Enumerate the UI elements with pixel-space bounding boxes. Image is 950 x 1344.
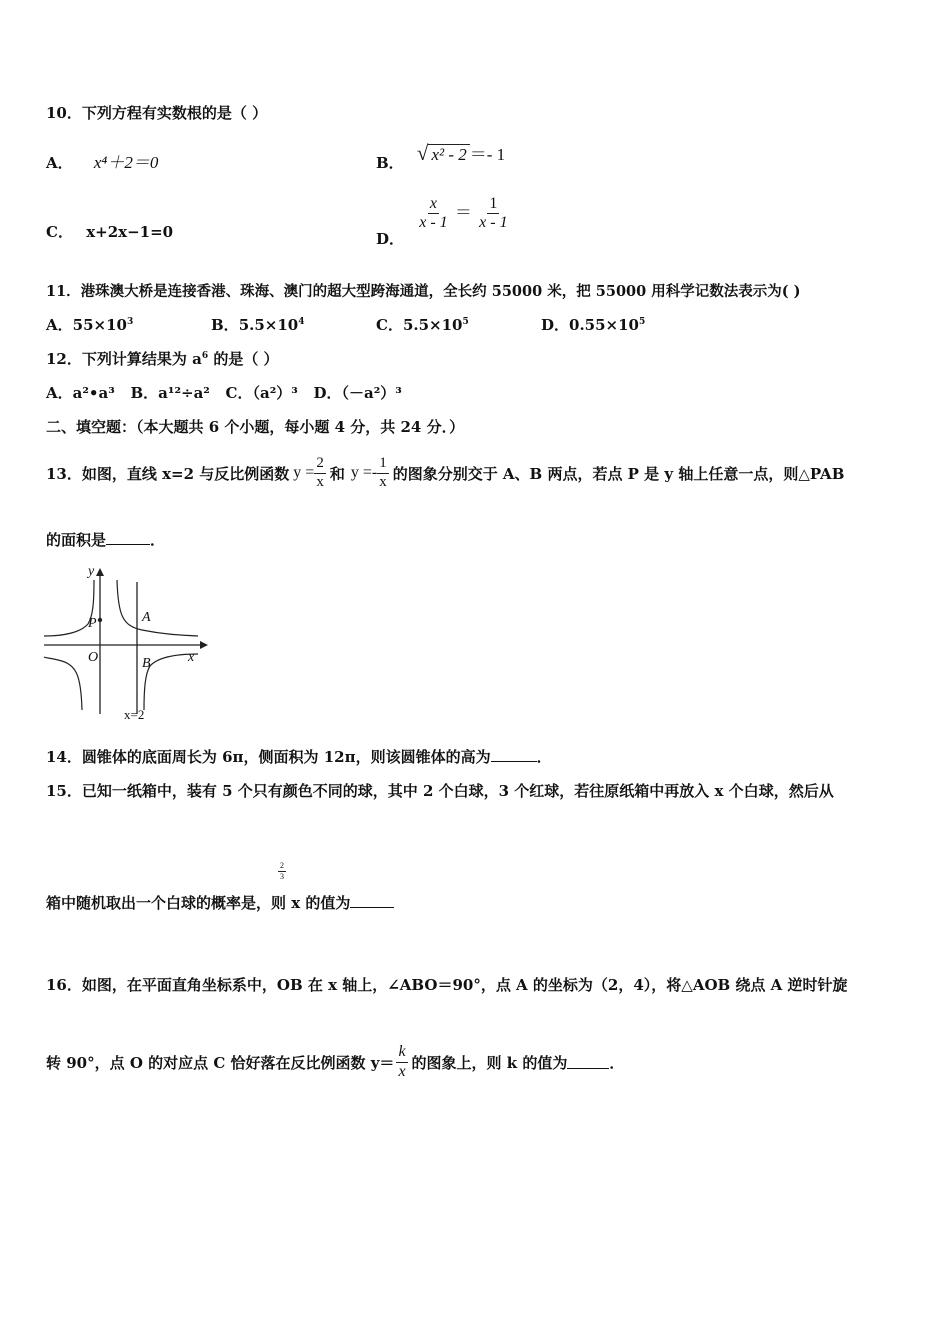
fraction-numerator: k xyxy=(396,1043,407,1062)
fraction-1-over-x xyxy=(377,455,389,491)
q13-prefix: 13．如图，直线 x=2 与反比例函数 xyxy=(46,464,290,483)
q11-stem: 11．港珠澳大桥是连接香港、珠海、澳门的超大型跨海通道，全长约 55000 米，把 55000 用科学记数法表示为( ) xyxy=(46,283,801,300)
answer-blank[interactable] xyxy=(106,532,150,545)
q13-line2 xyxy=(46,529,165,550)
q11-option-d-label: D． xyxy=(541,316,570,334)
point-p xyxy=(98,618,102,622)
q13-line2-text: 的面积是 xyxy=(46,531,107,549)
fraction-numerator: 1 xyxy=(377,455,389,473)
x-axis-arrow-icon xyxy=(200,641,208,649)
q13-line2-end: ． xyxy=(150,531,166,549)
hyperbola-graph xyxy=(42,564,212,729)
q12-options: A．a²•a³ B．a¹²÷a² C．（a²）³ D．（－a²）³ xyxy=(46,384,402,402)
q10-option-b xyxy=(376,140,506,172)
q10-option-b-rhs: ＝- 1 xyxy=(469,145,506,164)
fraction-denominator: x xyxy=(316,473,324,490)
q10-option-d-label: D． xyxy=(376,229,405,248)
q13-f2-lhs: y =- xyxy=(350,464,378,481)
q16-line2-pre: 转 90°，点 O 的对应点 C 恰好落在反比例函数 y＝ xyxy=(46,1053,395,1072)
q10-option-d xyxy=(376,195,510,248)
q11-option-c-exponent: 5 xyxy=(462,317,469,327)
graph-canvas xyxy=(42,564,212,729)
q10-option-c-equation: x+2x−1=0 xyxy=(86,223,174,241)
graph-label-b: B xyxy=(142,656,151,671)
section-heading: 二、填空题：（本大题共 6 个小题，每小题 4 分，共 24 分．） xyxy=(46,418,465,436)
q11-option-b-label: B． xyxy=(211,316,239,334)
curve-quadrant-3 xyxy=(44,657,82,710)
q15-line1: 15．已知一纸箱中，装有 5 个只有颜色不同的球，其中 2 个白球，3 个红球，若往原纸箱中再放入 x 个白球，然后从 xyxy=(46,782,834,800)
q11-option-b-exponent: 4 xyxy=(298,317,305,327)
q13-f1-lhs: y = xyxy=(293,464,315,481)
fraction-x-over-x-minus-1 xyxy=(417,195,449,233)
answer-blank[interactable] xyxy=(491,749,537,762)
sqrt-expression xyxy=(417,140,505,166)
answer-blank[interactable] xyxy=(350,895,394,908)
q16-line2 xyxy=(46,1036,624,1088)
equals-sign: ＝ xyxy=(454,202,472,222)
sqrt-radicand: x² - 2 xyxy=(428,144,469,164)
q11-option-a-base: 55×10 xyxy=(72,316,127,334)
q10-option-b-label: B． xyxy=(376,154,404,172)
q12-stem-pre: 12．下列计算结果为 a xyxy=(46,350,202,368)
q16-line2-post: 的图象上，则 k 的值为 xyxy=(411,1053,568,1072)
q14-text: 14．圆锥体的底面周长为 6π，侧面积为 12π，则该圆锥体的高为 xyxy=(46,748,491,766)
q10-option-a xyxy=(46,148,158,173)
q11-option-d xyxy=(541,314,645,335)
q11-option-b-base: 5.5×10 xyxy=(238,316,299,334)
fraction-2-over-3 xyxy=(278,861,286,880)
q12-stem-post: 的是（ ） xyxy=(208,350,279,368)
q13-line1 xyxy=(46,444,844,502)
graph-label-p: P xyxy=(88,616,97,631)
fraction-denominator: x - 1 xyxy=(479,214,508,232)
q13-suffix: 的图象分别交于 A、B 两点，若点 P 是 y 轴上任意一点，则△PAB xyxy=(392,464,845,483)
fraction-denominator: x - 1 xyxy=(419,214,448,232)
fraction-k-over-x xyxy=(396,1043,407,1081)
sqrt-sign-icon: √ xyxy=(416,141,429,165)
q15-probability xyxy=(278,861,286,881)
q11-option-d-base: 0.55×10 xyxy=(569,316,639,334)
y-axis-arrow-icon xyxy=(96,568,104,576)
q11-option-c-base: 5.5×10 xyxy=(402,316,463,334)
q15-line2-text: 箱中随机取出一个白球的概率是，则 x 的值为 xyxy=(46,894,351,912)
q10-stem: 10．下列方程有实数根的是（ ） xyxy=(46,104,268,122)
graph-label-y: y xyxy=(88,564,95,579)
fraction-numerator: 2 xyxy=(314,455,326,473)
q12-stem xyxy=(46,348,279,369)
q14-end: ． xyxy=(536,748,552,766)
q10-option-a-equation: x⁴＋2＝0 xyxy=(93,153,159,172)
fraction-numerator: 1 xyxy=(487,195,499,214)
q12-stem-exponent: 6 xyxy=(201,351,209,361)
q16-line1: 16．如图，在平面直角坐标系中，OB 在 x 轴上，∠ABO＝90°，点 A 的坐标为（2，4），将△AOB 绕点 A 逆时针旋 xyxy=(46,976,848,994)
fraction-denominator: x xyxy=(398,1062,406,1080)
fraction-numerator: 2 xyxy=(280,861,284,871)
curve-quadrant-1 xyxy=(117,580,198,636)
fraction-denominator: x xyxy=(379,473,387,490)
fraction-denominator: 3 xyxy=(280,871,284,881)
fraction-numerator: x xyxy=(428,195,439,214)
graph-label-a: A xyxy=(142,610,151,625)
q11-option-c xyxy=(376,314,469,335)
fraction-1-over-x-minus-1 xyxy=(477,195,509,233)
q11-option-a-label: A． xyxy=(46,316,73,334)
curve-quadrant-2 xyxy=(44,580,94,636)
q10-option-c-label: C． xyxy=(46,223,73,241)
answer-blank[interactable] xyxy=(567,1056,609,1069)
q11-option-a-exponent: 3 xyxy=(126,317,134,327)
q10-option-a-label: A． xyxy=(46,154,73,172)
fraction-2-over-x xyxy=(314,455,326,491)
graph-label-line: x=2 xyxy=(124,707,145,722)
q11-option-d-exponent: 5 xyxy=(639,317,646,327)
q10-option-c xyxy=(46,221,173,242)
q11-option-a xyxy=(46,314,133,335)
q11-option-c-label: C． xyxy=(376,316,403,334)
q16-end: ． xyxy=(609,1053,625,1072)
graph-label-x: x xyxy=(188,650,195,665)
q11-option-b xyxy=(211,314,305,335)
q13-and: 和 xyxy=(329,464,345,483)
graph-label-o: O xyxy=(88,650,99,665)
q15-line2 xyxy=(46,892,394,913)
q14 xyxy=(46,746,552,767)
